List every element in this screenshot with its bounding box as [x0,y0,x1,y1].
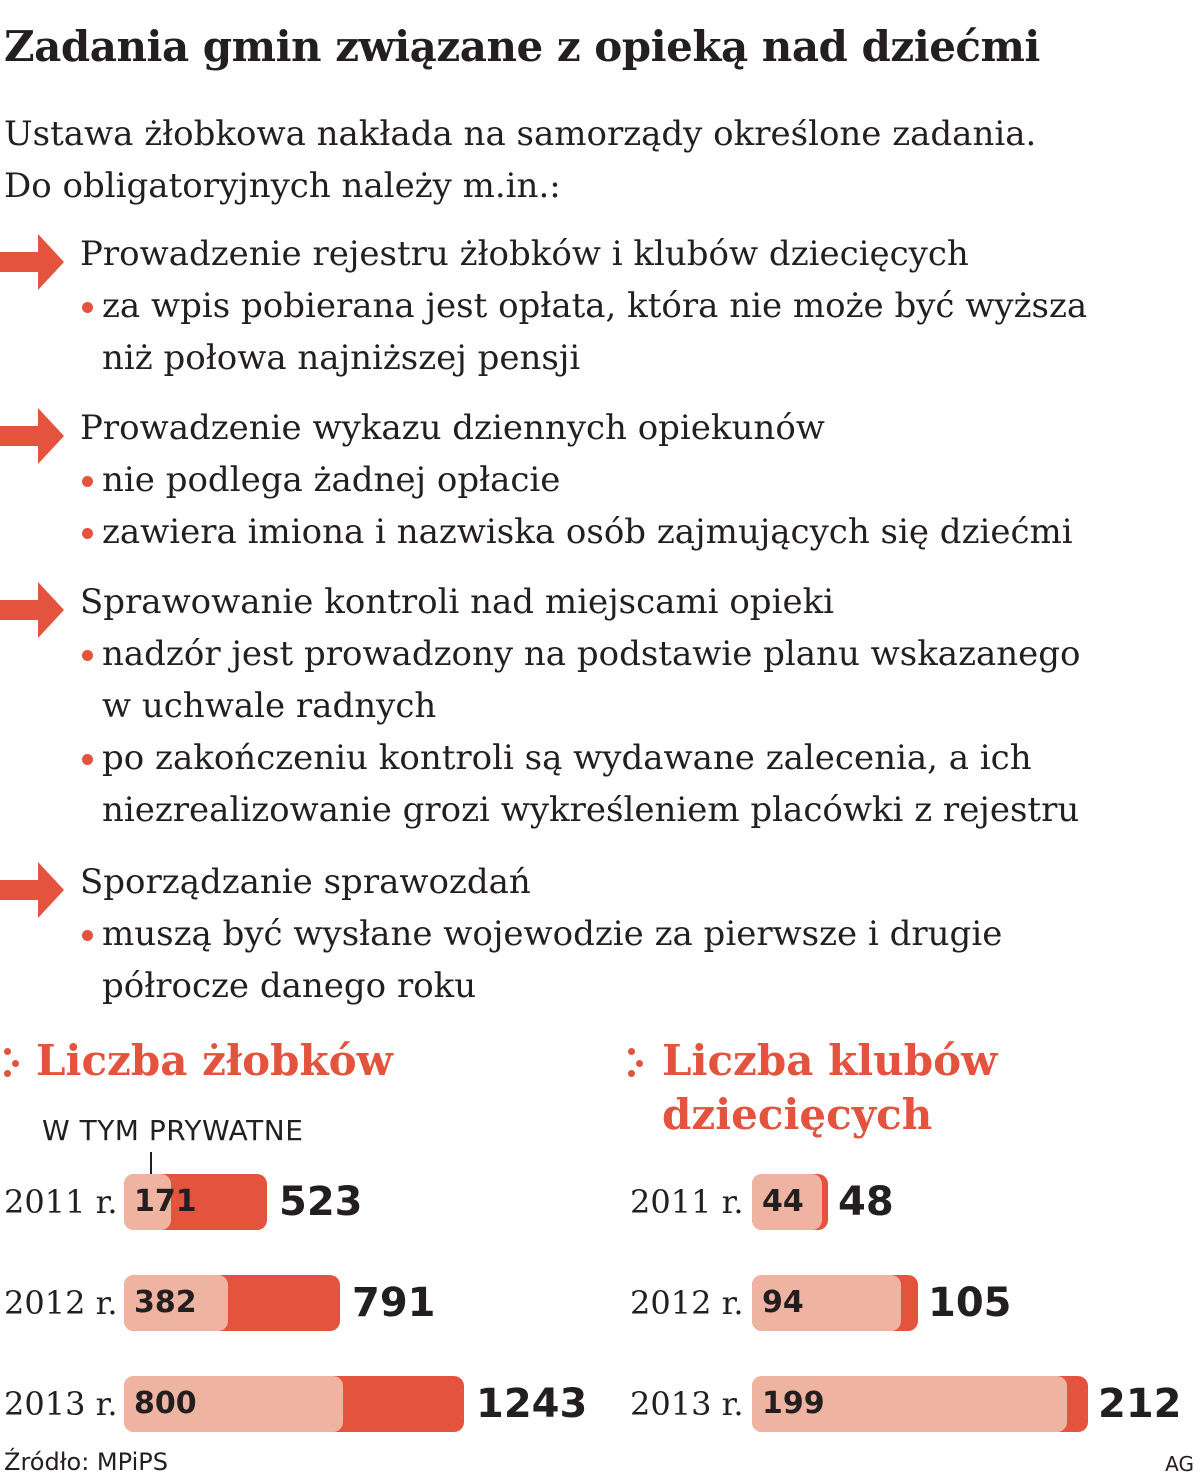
task-bullets [80,454,1073,558]
bullet-line: po zakończeniu kontroli są wydawane zalecenia, a ich [102,738,1032,778]
private-annotation: W TYM PRYWATNE [42,1114,304,1147]
task-title: Prowadzenie rejestru żłobków i klubów dziecięcych [80,234,969,274]
year-label: 2011 r. [630,1183,744,1221]
bullet-line: niezrealizowanie grozi wykreśleniem placówki z rejestru [102,790,1080,830]
task-bullets [80,908,1002,1012]
bullet-item [80,280,1087,384]
bar-private-value: 382 [134,1285,197,1320]
bullet-dot-icon [82,302,93,313]
year-label: 2013 r. [4,1385,118,1423]
bar-total-value: 1243 [476,1381,588,1427]
bar-total-value: 523 [279,1179,363,1225]
bullet-line: muszą być wysłane wojewodzie za pierwsze i drugie [102,914,1003,954]
bullet-item [80,732,1081,836]
bar-private-value: 44 [762,1184,804,1219]
bar-total-value: 212 [1098,1381,1182,1427]
bar-total-value: 48 [838,1179,894,1225]
arrow-right-icon [0,232,66,292]
bullet-dot-icon [82,528,93,539]
bullet-line: niż połowa najniższej pensji [102,338,581,378]
bar-private-value: 171 [134,1184,197,1219]
clubs-chart-title [662,1034,997,1142]
bullet-item [80,908,1002,1012]
source-note: Źródło: MPiPS [4,1448,168,1476]
arrow-right-icon [0,406,66,466]
intro-line: Ustawa żłobkowa nakłada na samorządy określone zadania. [4,114,1037,154]
bullet-dot-icon [82,754,93,765]
author-credit: AG [1165,1452,1194,1476]
bullet-line: półrocze danego roku [102,966,477,1006]
year-label: 2013 r. [630,1385,744,1423]
task-bullets [80,280,1087,384]
bullet-line: nie podlega żadnej opłacie [102,460,561,500]
bullet-dot-icon [82,930,93,941]
bullet-item [80,628,1081,732]
intro-line: Do obligatoryjnych należy m.in.: [4,166,561,206]
bullet-dot-icon [82,650,93,661]
task-title: Prowadzenie wykazu dziennych opiekunów [80,408,825,448]
bar-private-value: 800 [134,1386,197,1421]
colon-marker-icon [4,1048,24,1078]
bullet-item [80,506,1073,558]
task-bullets [80,628,1081,836]
bullet-dot-icon [82,476,93,487]
bar-total-value: 791 [352,1280,436,1326]
arrow-right-icon [0,580,66,640]
arrow-right-icon [0,860,66,920]
year-label: 2012 r. [4,1284,118,1322]
task-title: Sprawowanie kontroli nad miejscami opieki [80,582,835,622]
task-title: Sporządzanie sprawozdań [80,862,531,902]
bar-private-value: 94 [762,1285,804,1320]
bullet-line: w uchwale radnych [102,686,437,726]
page-title: Zadania gmin związane z opieką nad dziećmi [4,22,1040,71]
clubs-chart-title-line: dziecięcych [662,1090,933,1139]
intro-text [4,108,1036,212]
colon-marker-icon [628,1048,648,1078]
bullet-line: zawiera imiona i nazwiska osób zajmujących się dziećmi [102,512,1073,552]
clubs-chart-title-line: Liczba klubów [662,1036,998,1085]
year-label: 2012 r. [630,1284,744,1322]
bullet-item [80,454,1073,506]
year-label: 2011 r. [4,1183,118,1221]
bullet-line: za wpis pobierana jest opłata, która nie może być wyższa [102,286,1088,326]
nurseries-chart-title: Liczba żłobków [36,1036,393,1085]
bar-total-value: 105 [928,1280,1012,1326]
bar-private-value: 199 [762,1386,825,1421]
bullet-line: nadzór jest prowadzony na podstawie planu wskazanego [102,634,1081,674]
